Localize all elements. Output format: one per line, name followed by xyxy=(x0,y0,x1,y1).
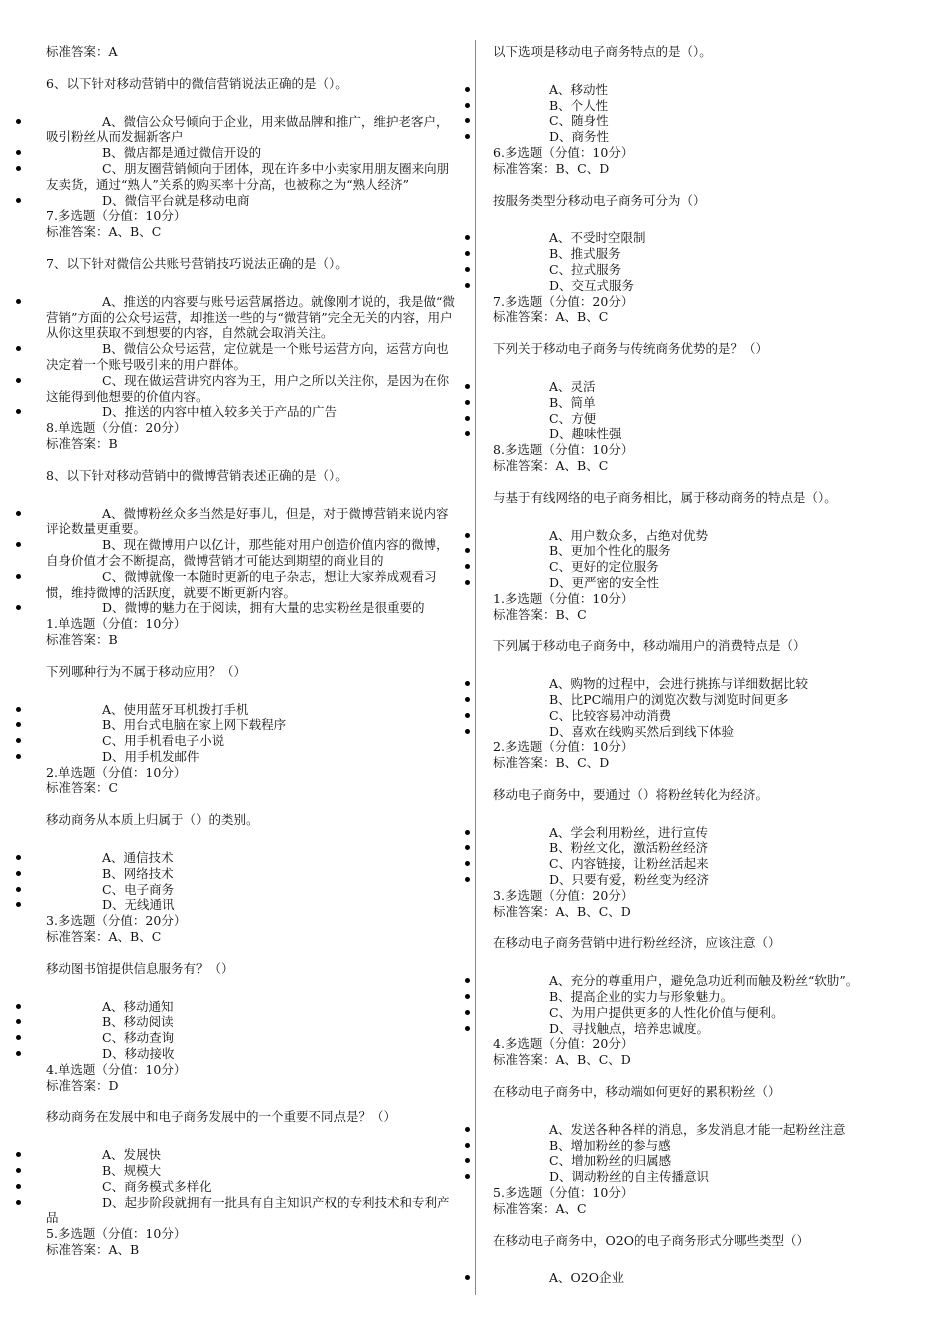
bullet-icon xyxy=(465,713,470,718)
standard-answer: 标准答案：B xyxy=(46,435,118,451)
answer-option xyxy=(46,1030,460,1046)
option-text: B、简单 xyxy=(549,394,596,410)
bullet-icon xyxy=(465,87,470,92)
answer-option xyxy=(493,82,913,98)
bullet-icon xyxy=(465,994,470,999)
answer-option xyxy=(493,676,913,692)
answer-option xyxy=(493,262,913,278)
answer-option xyxy=(46,1179,460,1195)
bullet-icon xyxy=(465,861,470,866)
answer-option xyxy=(46,404,460,420)
bullet-icon xyxy=(16,299,21,304)
bullet-icon xyxy=(465,729,470,734)
answer-option xyxy=(46,897,460,913)
bullet-icon xyxy=(465,384,470,389)
option-text: A、学会利用粉丝，进行宣传 xyxy=(549,824,709,840)
answer-option xyxy=(46,882,460,898)
bullet-icon xyxy=(465,877,470,882)
bullet-icon xyxy=(16,346,21,351)
bullet-icon xyxy=(465,118,470,123)
question-type-score: 7.多选题（分值：10分） xyxy=(46,208,187,224)
standard-answer: 标准答案：A、B xyxy=(46,1242,140,1258)
bullet-icon xyxy=(465,845,470,850)
question-text: 以下选项是移动电子商务特点的是（）。 xyxy=(493,44,712,59)
bullet-icon xyxy=(465,235,470,240)
answer-option xyxy=(493,559,913,575)
question-text: 在移动电子商务中，移动端如何更好的累积粉丝（） xyxy=(493,1084,781,1100)
standard-answer: 标准答案：A xyxy=(46,44,118,59)
bullet-icon xyxy=(465,1275,470,1280)
answer-option xyxy=(46,1195,460,1227)
bullet-icon xyxy=(16,166,21,171)
answer-option xyxy=(46,866,460,882)
bullet-icon xyxy=(16,378,21,383)
bullet-icon xyxy=(16,119,21,124)
bullet-icon xyxy=(465,533,470,538)
option-text: D、喜欢在线购买然后到线下体验 xyxy=(549,723,735,739)
answer-option xyxy=(493,692,913,708)
option-text: D、推送的内容中植入较多关于产品的广告 xyxy=(102,404,338,420)
answer-option xyxy=(46,733,460,749)
bullet-icon xyxy=(465,1174,470,1179)
bullet-icon xyxy=(465,1127,470,1132)
answer-option xyxy=(493,113,913,129)
option-text: D、无线通讯 xyxy=(102,897,175,913)
option-text: C、拉式服务 xyxy=(549,261,622,277)
question-type-score: 1.单选题（分值：10分） xyxy=(46,616,187,632)
question-type-score: 1.多选题（分值：10分） xyxy=(493,590,634,606)
option-text: D、起步阶段就拥有一批具有自主知识产权的专利技术和专利产品 xyxy=(46,1194,450,1226)
option-text: C、增加粉丝的归属感 xyxy=(549,1153,672,1169)
bullet-icon xyxy=(465,134,470,139)
bullet-icon xyxy=(465,697,470,702)
bullet-icon xyxy=(16,871,21,876)
option-text: C、移动查询 xyxy=(102,1030,175,1046)
option-text: D、微信平台就是移动电商 xyxy=(102,192,250,208)
standard-answer: 标准答案：A、C xyxy=(493,1200,587,1216)
bullet-icon xyxy=(465,1143,470,1148)
bullet-icon xyxy=(465,1026,470,1031)
question-type-score: 4.单选题（分值：10分） xyxy=(46,1061,187,1077)
right-column xyxy=(493,44,913,1286)
standard-answer: 标准答案：A、B、C xyxy=(46,929,162,945)
bullet-icon xyxy=(16,1004,21,1009)
question-type-score: 7.多选题（分值：20分） xyxy=(493,293,634,309)
bullet-icon xyxy=(16,511,21,516)
option-text: C、为用户提供更多的人性化价值与便利。 xyxy=(549,1004,784,1020)
bullet-icon xyxy=(16,1168,21,1173)
question-text: 8、以下针对移动营销中的微博营销表述正确的是（）。 xyxy=(46,467,348,483)
option-text: A、微信公众号倾向于企业，用来做品牌和推广，维护老客户，吸引粉丝从而发掘新客户 xyxy=(46,113,449,145)
answer-option xyxy=(493,230,913,246)
bullet-icon xyxy=(465,1158,470,1163)
question-text: 移动商务在发展中和电子商务发展中的一个重要不同点是？（） xyxy=(46,1109,397,1125)
answer-option xyxy=(46,373,460,405)
option-text: A、不受时空限制 xyxy=(549,230,646,246)
answer-option xyxy=(46,1014,460,1030)
bullet-icon xyxy=(16,722,21,727)
answer-option xyxy=(493,1138,913,1154)
answer-option xyxy=(46,161,460,193)
option-text: B、现在微博用户以亿计，那些能对用户创造价值内容的微博，自身价值才会不断提高，微博营销才可能达到期望的商业目的 xyxy=(46,537,449,568)
bullet-icon xyxy=(16,1019,21,1024)
answer-option xyxy=(493,840,913,856)
option-text: A、灵活 xyxy=(549,378,596,394)
option-text: C、随身性 xyxy=(549,113,609,129)
answer-option xyxy=(493,872,913,888)
standard-answer: 标准答案：A、B、C xyxy=(493,309,609,325)
question-text: 下列哪种行为不属于移动应用？（） xyxy=(46,663,247,679)
bullet-icon xyxy=(465,431,470,436)
bullet-icon xyxy=(465,830,470,835)
option-text: A、用户数众多，占绝对优势 xyxy=(549,527,709,543)
bullet-icon xyxy=(16,150,21,155)
option-text: B、网络技术 xyxy=(102,865,174,881)
answer-option xyxy=(46,537,460,569)
answer-option xyxy=(493,973,913,989)
standard-answer: 标准答案：C xyxy=(46,780,119,796)
answer-option xyxy=(493,528,913,544)
question-text: 下列属于移动电子商务中，移动端用户的消费特点是（） xyxy=(493,638,806,654)
bullet-icon xyxy=(465,103,470,108)
standard-answer: 标准答案：B xyxy=(46,631,118,647)
question-type-score: 6.多选题（分值：10分） xyxy=(493,144,634,160)
standard-answer: 标准答案：A、B、C xyxy=(493,457,609,473)
answer-option xyxy=(46,1046,460,1062)
option-text: B、微店都是通过微信开设的 xyxy=(102,145,262,161)
option-text: B、粉丝文化，激活粉丝经济 xyxy=(549,840,709,856)
option-text: C、现在做运营讲究内容为王，用户之所以关注你，是因为在你这能得到他想要的价值内容。 xyxy=(46,372,450,404)
bullet-icon xyxy=(16,738,21,743)
question-type-score: 8.单选题（分值：20分） xyxy=(46,420,187,436)
option-text: C、电子商务 xyxy=(102,881,175,897)
standard-answer: 标准答案：B、C、D xyxy=(493,160,610,176)
option-text: A、微博粉丝众多当然是好事儿，但是，对于微博营销来说内容评论数量更重要。 xyxy=(46,505,449,537)
option-text: B、提高企业的实力与形象魅力。 xyxy=(549,989,734,1005)
answer-option xyxy=(46,341,460,373)
option-text: B、规模大 xyxy=(102,1163,162,1179)
answer-option xyxy=(493,395,913,411)
question-type-score: 8.多选题（分值：10分） xyxy=(493,442,634,458)
bullet-icon xyxy=(16,542,21,547)
bullet-icon xyxy=(465,978,470,983)
standard-answer: 标准答案：A、B、C xyxy=(46,224,162,240)
option-text: D、移动接收 xyxy=(102,1046,175,1062)
question-text: 在移动电子商务中，O2O的电子商务形式分哪些类型（） xyxy=(493,1232,809,1248)
option-text: D、微博的魅力在于阅读，拥有大量的忠实粉丝是很重要的 xyxy=(102,600,425,616)
bullet-icon xyxy=(465,564,470,569)
answer-option xyxy=(493,426,913,442)
option-text: B、推式服务 xyxy=(549,246,621,262)
option-text: A、通信技术 xyxy=(102,850,174,866)
answer-option xyxy=(46,717,460,733)
option-text: A、移动性 xyxy=(549,81,609,97)
answer-option xyxy=(493,825,913,841)
option-text: D、只要有爱，粉丝变为经济 xyxy=(549,872,710,888)
answer-option xyxy=(493,1153,913,1169)
answer-option xyxy=(493,543,913,559)
bullet-icon xyxy=(465,681,470,686)
option-text: A、推送的内容要与账号运营属搭边。就像刚才说的，我是做“微营销”方面的公众号运营，却推送一些的与“微营销”完全无关的内容，用户从你这里获取不到想要的内容，自然就会取消关注。 xyxy=(46,293,455,341)
question-text: 移动商务从本质上归属于（）的类别。 xyxy=(46,812,259,828)
standard-answer: 标准答案：D xyxy=(46,1077,119,1093)
question-text: 按服务类型分移动电子商务可分为（） xyxy=(493,192,706,208)
bullet-icon xyxy=(465,400,470,405)
option-text: D、更严密的安全性 xyxy=(549,574,660,590)
question-type-score: 2.单选题（分值：10分） xyxy=(46,764,187,780)
option-text: D、趣味性强 xyxy=(549,426,622,442)
option-text: C、比较容易冲动消费 xyxy=(549,707,672,723)
option-text: C、朋友圈营销倾向于团体，现在许多中小卖家用朋友圈来向朋友卖货，通过“熟人”关系的购买率十分高，也被称之为“熟人经济” xyxy=(46,160,450,192)
option-text: A、购物的过程中，会进行挑拣与详细数据比较 xyxy=(549,676,809,692)
question-type-score: 4.多选题（分值：20分） xyxy=(493,1036,634,1052)
answer-option xyxy=(46,999,460,1015)
bullet-icon xyxy=(16,198,21,203)
bullet-icon xyxy=(16,1035,21,1040)
answer-option xyxy=(46,569,460,601)
bullet-icon xyxy=(465,416,470,421)
option-text: B、比PC端用户的浏览次数与浏览时间更多 xyxy=(549,691,789,707)
question-type-score: 3.多选题（分值：20分） xyxy=(46,913,187,929)
option-text: D、调动粉丝的自主传播意识 xyxy=(549,1169,710,1185)
bullet-icon xyxy=(16,902,21,907)
option-text: B、更加个性化的服务 xyxy=(549,543,671,559)
answer-option xyxy=(46,114,460,146)
bullet-icon xyxy=(465,267,470,272)
question-text: 移动电子商务中，要通过（）将粉丝转化为经济。 xyxy=(493,786,769,802)
option-text: D、寻找触点，培养忠诚度。 xyxy=(549,1020,710,1036)
answer-option xyxy=(493,708,913,724)
option-text: C、更好的定位服务 xyxy=(549,559,659,575)
standard-answer: 标准答案：B、C xyxy=(493,606,587,622)
answer-option xyxy=(46,1147,460,1163)
standard-answer: 标准答案：A、B、C、D xyxy=(493,903,631,919)
answer-option xyxy=(46,702,460,718)
option-text: A、发送各种各样的消息，多发消息才能一起粉丝注意 xyxy=(549,1121,846,1137)
answer-option xyxy=(493,1169,913,1185)
option-text: B、个人性 xyxy=(549,97,609,113)
bullet-icon xyxy=(16,1200,21,1205)
column-divider xyxy=(475,40,476,1295)
option-text: B、用台式电脑在家上网下载程序 xyxy=(102,717,287,733)
standard-answer: 标准答案：A、B、C、D xyxy=(493,1052,631,1068)
answer-option xyxy=(493,129,913,145)
bullet-icon xyxy=(465,251,470,256)
question-text: 7、以下针对微信公共账号营销技巧说法正确的是（）。 xyxy=(46,255,348,271)
option-text: D、商务性 xyxy=(549,129,610,145)
answer-option xyxy=(46,294,460,341)
bullet-icon xyxy=(16,574,21,579)
bullet-icon xyxy=(16,855,21,860)
question-text: 6、以下针对移动营销中的微信营销说法正确的是（）。 xyxy=(46,75,348,91)
option-text: C、方便 xyxy=(549,410,597,426)
answer-option xyxy=(493,1270,913,1286)
answer-option xyxy=(46,749,460,765)
bullet-icon xyxy=(16,1184,21,1189)
answer-option xyxy=(493,1005,913,1021)
option-text: A、移动通知 xyxy=(102,998,174,1014)
bullet-icon xyxy=(16,1152,21,1157)
question-type-score: 3.多选题（分值：20分） xyxy=(493,887,634,903)
option-text: A、发展快 xyxy=(102,1147,162,1163)
answer-option xyxy=(493,411,913,427)
answer-option xyxy=(493,989,913,1005)
bullet-icon xyxy=(16,1051,21,1056)
question-type-score: 5.多选题（分值：10分） xyxy=(46,1226,187,1242)
left-column xyxy=(46,44,460,1258)
bullet-icon xyxy=(16,707,21,712)
option-text: B、微信公众号运营，定位就是一个账号运营方向，运营方向也决定着一个账号吸引来的用户群体。 xyxy=(46,341,449,372)
answer-option xyxy=(493,379,913,395)
question-type-score: 5.多选题（分值：10分） xyxy=(493,1185,634,1201)
option-text: A、充分的尊重用户，避免急功近利而触及粉丝“软肋”。 xyxy=(549,973,859,989)
bullet-icon xyxy=(16,887,21,892)
answer-option xyxy=(493,246,913,262)
option-text: C、用手机看电子小说 xyxy=(102,733,225,749)
option-text: D、交互式服务 xyxy=(549,277,635,293)
option-text: B、移动阅读 xyxy=(102,1014,174,1030)
answer-option xyxy=(46,145,460,161)
answer-option xyxy=(493,1122,913,1138)
question-text: 在移动电子商务营销中进行粉丝经济，应该注意（） xyxy=(493,935,781,951)
bullet-icon xyxy=(465,1010,470,1015)
answer-option xyxy=(493,856,913,872)
bullet-icon xyxy=(465,283,470,288)
answer-option xyxy=(46,850,460,866)
option-text: C、微博就像一本随时更新的电子杂志，想让大家养成观看习惯，维持微博的活跃度，就要不断更新内容。 xyxy=(46,568,437,600)
bullet-icon xyxy=(16,754,21,759)
question-text: 下列关于移动电子商务与传统商务优势的是？（） xyxy=(493,341,769,357)
bullet-icon xyxy=(465,580,470,585)
answer-option xyxy=(493,575,913,591)
answer-option xyxy=(46,193,460,209)
bullet-icon xyxy=(465,548,470,553)
option-text: A、O2O企业 xyxy=(549,1270,624,1286)
answer-option xyxy=(493,98,913,114)
bullet-icon xyxy=(16,605,21,610)
question-text: 移动图书馆提供信息服务有？（） xyxy=(46,960,234,976)
answer-option xyxy=(46,1163,460,1179)
standard-answer: 标准答案：B、C、D xyxy=(493,755,610,771)
answer-option xyxy=(493,1021,913,1037)
answer-option xyxy=(493,724,913,740)
answer-option xyxy=(46,506,460,538)
answer-option xyxy=(493,278,913,294)
option-text: C、内容链接，让粉丝活起来 xyxy=(549,856,709,872)
option-text: B、增加粉丝的参与感 xyxy=(549,1137,671,1153)
question-text: 与基于有线网络的电子商务相比，属于移动商务的特点是（）。 xyxy=(493,489,837,505)
option-text: D、用手机发邮件 xyxy=(102,748,200,764)
question-type-score: 2.多选题（分值：10分） xyxy=(493,739,634,755)
answer-option xyxy=(46,600,460,616)
option-text: A、使用蓝牙耳机拨打手机 xyxy=(102,701,249,717)
option-text: C、商务模式多样化 xyxy=(102,1178,212,1194)
bullet-icon xyxy=(16,409,21,414)
